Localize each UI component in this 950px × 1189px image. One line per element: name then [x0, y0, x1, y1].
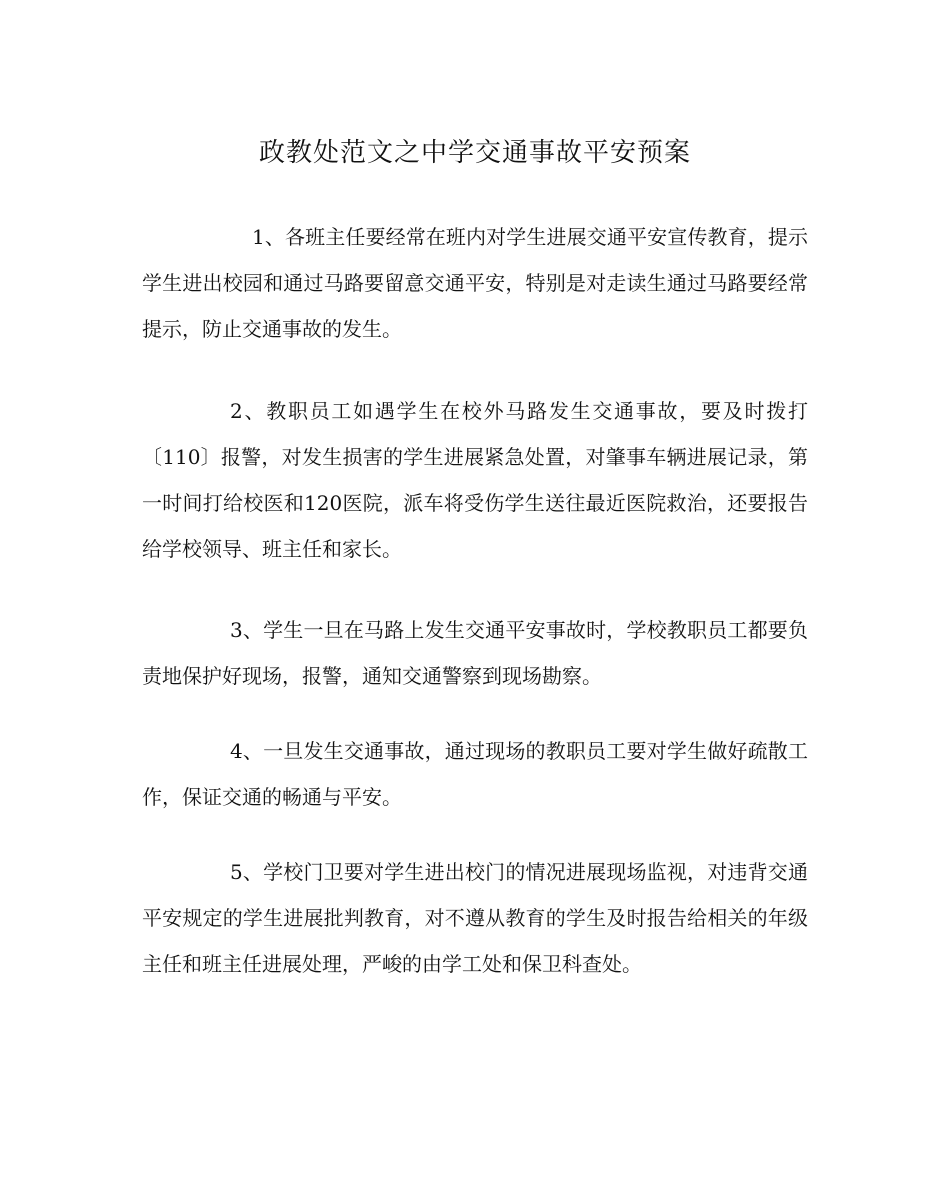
paragraph-4: [142, 728, 808, 820]
paragraph-4-text: 4、一旦发生交通事故，通过现场的教职员工要对学生做好疏散工作，保证交通的畅通与平安。: [142, 739, 808, 809]
paragraph-5: [142, 849, 808, 987]
paragraph-3: [142, 607, 808, 699]
paragraph-2-text: 2、教职员工如遇学生在校外马路发生交通事故，要及时拨打〔110〕报警，对发生损害的学生进展紧急处置，对肇事车辆进展记录，第一时间打给校医和120医院，派车将受伤学生送往最近医院救治，还要报告给学校领导、班主任和家长。: [142, 399, 808, 561]
document-title: 政教处范文之中学交通事故平安预案: [258, 138, 691, 168]
paragraph-2: [142, 388, 808, 572]
paragraph-3-text: 3、学生一旦在马路上发生交通平安事故时，学校教职员工都要负责地保护好现场，报警，通知交通警察到现场勘察。: [142, 618, 808, 688]
paragraph-1: [142, 214, 808, 352]
paragraph-1-text: 1、各班主任要经常在班内对学生进展交通平安宣传教育，提示学生进出校园和通过马路要留意交通平安，特别是对走读生通过马路要经常提示，防止交通事故的发生。: [142, 225, 808, 341]
paragraph-5-text: 5、学校门卫要对学生进出校门的情况进展现场监视，对违背交通平安规定的学生进展批判教育，对不遵从教育的学生及时报告给相关的年级主任和班主任进展处理，严峻的由学工处和保卫科查处。: [142, 860, 808, 976]
